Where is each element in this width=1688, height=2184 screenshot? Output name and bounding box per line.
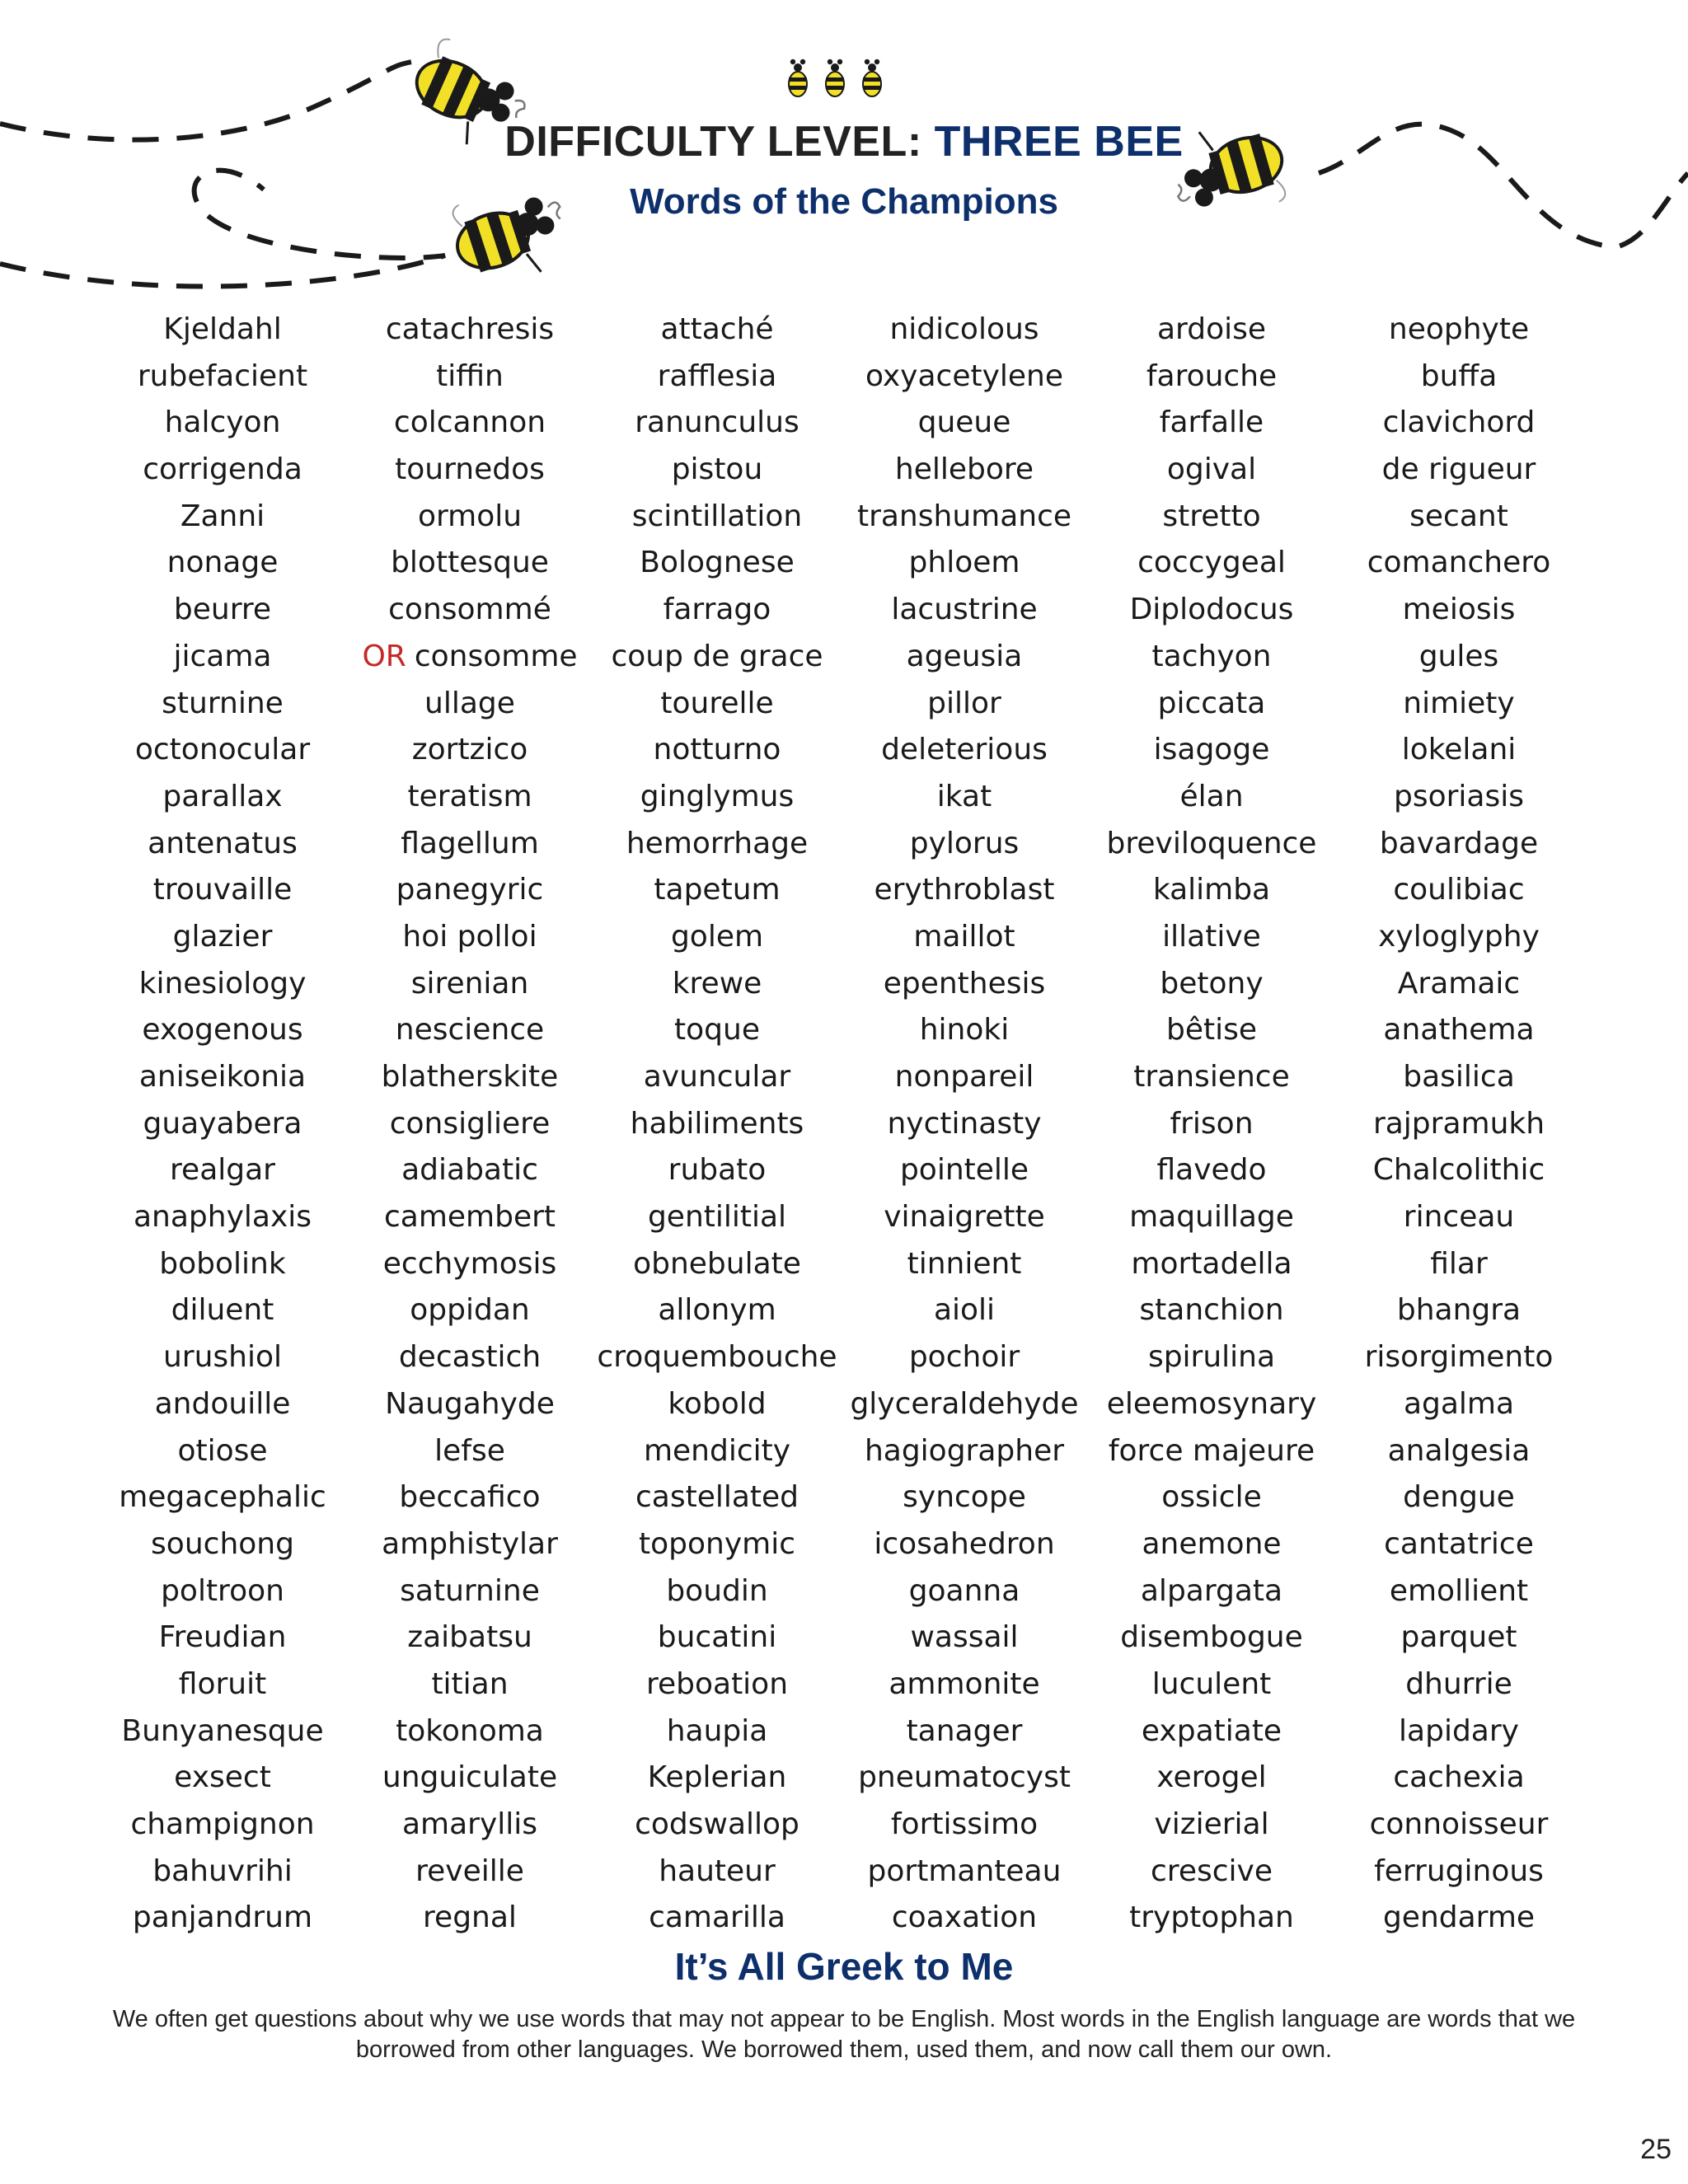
word-item: ullage xyxy=(424,686,515,720)
word-item: phloem xyxy=(908,546,1020,580)
word-item: wassail xyxy=(910,1620,1019,1655)
word-item: kalimba xyxy=(1152,873,1271,907)
word-item: lapidary xyxy=(1399,1713,1519,1748)
word-item: nescience xyxy=(395,1013,545,1047)
word-item: reboation xyxy=(645,1666,789,1701)
word-item: trouvaille xyxy=(152,873,293,907)
word-item: anathema xyxy=(1383,1013,1535,1047)
word-item: tanager xyxy=(906,1713,1023,1748)
word-item: coccygeal xyxy=(1137,546,1286,580)
word-item: hauteur xyxy=(659,1854,776,1888)
word-item: filar xyxy=(1430,1246,1488,1281)
word-item: unguiculate xyxy=(382,1760,558,1795)
word-column xyxy=(1088,307,1335,1942)
word-item: pochoir xyxy=(908,1340,1020,1375)
word-item: clavichord xyxy=(1382,405,1536,440)
word-item: reveille xyxy=(415,1854,524,1888)
word-item: nonage xyxy=(166,546,279,580)
word-item: regnal xyxy=(423,1900,517,1935)
word-item: poltroon xyxy=(161,1573,284,1608)
word-item: croquembouche xyxy=(597,1340,837,1375)
word-item: icosahedron xyxy=(874,1526,1055,1561)
word-item: hellebore xyxy=(894,452,1034,487)
word-item: piccata xyxy=(1157,686,1266,720)
word-item: crescive xyxy=(1151,1854,1273,1888)
word-item: pointelle xyxy=(899,1153,1029,1188)
word-item: anemone xyxy=(1142,1526,1282,1561)
word-item: amphistylar xyxy=(382,1526,558,1561)
word-item: stanchion xyxy=(1139,1293,1284,1328)
word-item: élan xyxy=(1179,779,1244,813)
word-item: dhurrie xyxy=(1405,1666,1512,1701)
word-item: sturnine xyxy=(162,686,284,720)
word-item: aioli xyxy=(933,1293,996,1328)
word-item: teratism xyxy=(407,779,532,813)
word-item: nyctinasty xyxy=(887,1106,1042,1141)
word-item: vinaigrette xyxy=(884,1200,1045,1235)
note-body: We often get questions about why we use words that may not appear to be English. Most words in the English language are words that we borrowed from other languages. We borrowed them, used them, and now call them our own. xyxy=(112,2006,1576,2063)
word-item: xyloglyphy xyxy=(1378,919,1540,954)
word-item: kinesiology xyxy=(138,966,307,1001)
word-column xyxy=(346,307,593,1942)
word-item: floruit xyxy=(178,1666,267,1701)
word-item: fortissimo xyxy=(890,1807,1039,1841)
word-item: blatherskite xyxy=(381,1060,559,1094)
word-item: scintillation xyxy=(631,499,803,533)
word-item: luculent xyxy=(1151,1666,1272,1701)
word-item: zortzico xyxy=(411,733,528,767)
word-item: codswallop xyxy=(635,1807,799,1841)
word-item: rajpramukh xyxy=(1372,1106,1545,1141)
word-item: basilica xyxy=(1403,1060,1515,1094)
word-item: tiffin xyxy=(436,359,504,393)
word-item: hemorrhage xyxy=(626,826,809,860)
word-item: transience xyxy=(1133,1060,1290,1094)
word-item: tokonoma xyxy=(396,1713,544,1748)
word-item: notturno xyxy=(653,733,781,767)
word-item: nimiety xyxy=(1403,686,1515,720)
word-item: consommé xyxy=(388,593,551,627)
word-item: parallax xyxy=(162,779,283,813)
word-item: glyceraldehyde xyxy=(850,1386,1079,1421)
word-item: cantatrice xyxy=(1384,1526,1534,1561)
word-item: ginglymus xyxy=(640,779,795,813)
word-item: hagiographer xyxy=(864,1433,1065,1468)
word-item: deleterious xyxy=(881,733,1048,767)
word-item: betony xyxy=(1160,966,1264,1001)
word-item: Chalcolithic xyxy=(1372,1153,1545,1188)
word-item: dengue xyxy=(1403,1480,1515,1515)
word-item: pistou xyxy=(671,452,763,487)
word-item: megacephalic xyxy=(119,1480,326,1515)
word-item: krewe xyxy=(672,966,762,1001)
word-item: avuncular xyxy=(643,1060,791,1094)
word-item: portmanteau xyxy=(867,1854,1062,1888)
word-item xyxy=(362,634,577,681)
word-item: gentilitial xyxy=(647,1200,787,1235)
word-item: ossicle xyxy=(1161,1480,1262,1515)
word-item: exsect xyxy=(174,1760,271,1795)
word-item: bêtise xyxy=(1165,1013,1258,1047)
word-item: bavardage xyxy=(1379,826,1539,860)
word-item: Naugahyde xyxy=(385,1386,555,1421)
page-subtitle: Words of the Champions xyxy=(630,181,1058,222)
word-item: blottesque xyxy=(391,546,549,580)
word-item: secant xyxy=(1409,499,1508,533)
word-item: aniseikonia xyxy=(138,1060,307,1094)
word-item: ardoise xyxy=(1156,312,1266,346)
word-item: camarilla xyxy=(649,1900,785,1935)
word-list xyxy=(99,307,1582,1938)
word-item: decastich xyxy=(398,1340,542,1375)
word-item: buffa xyxy=(1420,359,1498,393)
word-item: transhumance xyxy=(856,499,1072,533)
word-item: andouille xyxy=(154,1386,291,1421)
word-item: halcyon xyxy=(164,405,281,440)
word-item: panjandrum xyxy=(132,1900,313,1935)
word-item: bhangra xyxy=(1396,1293,1522,1328)
word-item: comanchero xyxy=(1367,546,1551,580)
word-column xyxy=(841,307,1088,1942)
word-item: coulibiac xyxy=(1393,873,1525,907)
word-item: meiosis xyxy=(1402,593,1516,627)
word-item: Aramaic xyxy=(1397,966,1521,1001)
word-item: Kjeldahl xyxy=(163,312,282,346)
word-item: Diplodocus xyxy=(1129,593,1294,627)
word-item: ikat xyxy=(936,779,992,813)
word-item: oxyacetylene xyxy=(865,359,1064,393)
word-item: urushiol xyxy=(162,1340,283,1375)
word-item: diluent xyxy=(171,1293,274,1328)
word-item: ageusia xyxy=(906,639,1023,673)
word-item: queue xyxy=(917,405,1011,440)
word-item: de rigueur xyxy=(1381,452,1536,487)
word-item: erythroblast xyxy=(874,873,1055,907)
word-item: boudin xyxy=(666,1573,768,1608)
word-item: hoi polloi xyxy=(402,919,537,954)
word-item: rinceau xyxy=(1403,1200,1515,1235)
word-item: Freudian xyxy=(158,1620,287,1655)
word-item: Keplerian xyxy=(647,1760,787,1795)
word-item: analgesia xyxy=(1387,1433,1531,1468)
word-item: amaryllis xyxy=(401,1807,538,1841)
word-item: spirulina xyxy=(1147,1340,1276,1375)
word-item: tinnient xyxy=(907,1246,1022,1281)
word-item: jicama xyxy=(173,639,272,673)
difficulty-bee-icon xyxy=(789,59,807,96)
word-item: ecchymosis xyxy=(382,1246,557,1281)
word-item: ferruginous xyxy=(1374,1854,1544,1888)
word-item: tourelle xyxy=(660,686,774,720)
word-item: emollient xyxy=(1389,1573,1529,1608)
word-column xyxy=(593,307,841,1942)
word-item: pneumatocyst xyxy=(858,1760,1071,1795)
word-item: tryptophan xyxy=(1129,1900,1294,1935)
word-item: obnebulate xyxy=(633,1246,801,1281)
word-item: vizierial xyxy=(1154,1807,1269,1841)
word-item: champignon xyxy=(130,1807,315,1841)
word-item: bahuvrihi xyxy=(152,1854,293,1888)
word-item: panegyric xyxy=(396,873,544,907)
word-item: Zanni xyxy=(180,499,265,533)
word-item: flagellum xyxy=(401,826,539,860)
word-item: disembogue xyxy=(1120,1620,1303,1655)
difficulty-bee-icon xyxy=(863,59,881,96)
alternate-spelling-marker: OR xyxy=(362,639,406,673)
word-item: habiliments xyxy=(630,1106,804,1141)
word-item: camembert xyxy=(383,1200,556,1235)
word-item: farfalle xyxy=(1159,405,1264,440)
word-item: attaché xyxy=(660,312,774,346)
word-item: anaphylaxis xyxy=(133,1200,312,1235)
word-item: glazier xyxy=(172,919,273,954)
word-item: ogival xyxy=(1166,452,1257,487)
word-item: rubefacient xyxy=(137,359,308,393)
word-item: lokelani xyxy=(1401,733,1517,767)
word-item: haupia xyxy=(666,1713,768,1748)
difficulty-level: THREE BEE xyxy=(934,118,1184,166)
title-prefix: DIFFICULTY LEVEL: xyxy=(504,118,935,166)
word-item: gules xyxy=(1418,639,1499,673)
word-item: octonocular xyxy=(134,733,311,767)
word-item: tournedos xyxy=(395,452,545,487)
word-item: adiabatic xyxy=(401,1153,538,1188)
word-item: eleemosynary xyxy=(1106,1386,1317,1421)
word-item: parquet xyxy=(1400,1620,1517,1655)
word-item: coaxation xyxy=(891,1900,1038,1935)
word-item: colcannon xyxy=(393,405,546,440)
word-item: frison xyxy=(1170,1106,1254,1141)
word-item: Bolognese xyxy=(640,546,795,580)
word-item: beccafico xyxy=(399,1480,541,1515)
word-item: xerogel xyxy=(1156,1760,1267,1795)
word-item: nonpareil xyxy=(894,1060,1034,1094)
word-item: golem xyxy=(670,919,764,954)
word-item: tachyon xyxy=(1151,639,1272,673)
word-item: toque xyxy=(674,1013,760,1047)
page-title xyxy=(0,117,1688,166)
word-item: pylorus xyxy=(909,826,1020,860)
word-item: rafflesia xyxy=(657,359,777,393)
note-title: It’s All Greek to Me xyxy=(674,1945,1014,1988)
word-item: mortadella xyxy=(1131,1246,1292,1281)
word-item: otiose xyxy=(177,1433,268,1468)
word-item: zaibatsu xyxy=(407,1620,532,1655)
word-item: risorgimento xyxy=(1364,1340,1554,1375)
word-item: castellated xyxy=(635,1480,799,1515)
word-item: consigliere xyxy=(389,1106,551,1141)
word-item: flavedo xyxy=(1156,1153,1267,1188)
word-item: nidicolous xyxy=(889,312,1039,346)
page-number: 25 xyxy=(1640,2134,1672,2165)
header-decoration xyxy=(0,0,1688,346)
word-item: lefse xyxy=(434,1433,505,1468)
word-item: bobolink xyxy=(159,1246,286,1281)
word-item: rubato xyxy=(668,1153,767,1188)
word-column xyxy=(99,307,346,1942)
word-item: coup de grace xyxy=(611,639,823,673)
word-item: illative xyxy=(1162,919,1261,954)
word-item: titian xyxy=(431,1666,509,1701)
word-item: tapetum xyxy=(654,873,781,907)
word-item: guayabera xyxy=(143,1106,302,1141)
word-item: alpargata xyxy=(1140,1573,1283,1608)
word-item: sirenian xyxy=(410,966,529,1001)
word-item: allonym xyxy=(658,1293,776,1328)
word-item: ammonite xyxy=(889,1666,1040,1701)
word-item: corrigenda xyxy=(143,452,302,487)
word-item: neophyte xyxy=(1388,312,1530,346)
word-item: exogenous xyxy=(142,1013,303,1047)
word-item: mendicity xyxy=(643,1433,791,1468)
word-item: Bunyanesque xyxy=(121,1713,324,1748)
word-item: realgar xyxy=(170,1153,275,1188)
word-item: epenthesis xyxy=(883,966,1046,1001)
word-item: ormolu xyxy=(417,499,523,533)
difficulty-bee-icon xyxy=(826,59,844,96)
word-item: isagoge xyxy=(1153,733,1270,767)
word-item: stretto xyxy=(1162,499,1261,533)
word-item: goanna xyxy=(908,1573,1020,1608)
word-item: farouche xyxy=(1146,359,1278,393)
word-item: breviloquence xyxy=(1106,826,1317,860)
word-item: saturnine xyxy=(400,1573,540,1608)
word-item: syncope xyxy=(903,1480,1026,1515)
word-item: maquillage xyxy=(1129,1200,1294,1235)
word-item: lacustrine xyxy=(891,593,1038,627)
word-item: catachresis xyxy=(385,312,555,346)
word-item: force majeure xyxy=(1108,1433,1315,1468)
word-column xyxy=(1335,307,1582,1942)
alternate-spelling: consomme xyxy=(414,639,578,673)
word-item: expatiate xyxy=(1141,1713,1282,1748)
word-item: gendarme xyxy=(1382,1900,1536,1935)
word-item: connoisseur xyxy=(1369,1807,1549,1841)
word-item: farrago xyxy=(663,593,771,627)
word-item: souchong xyxy=(151,1526,294,1561)
word-item: agalma xyxy=(1403,1386,1515,1421)
word-item: oppidan xyxy=(410,1293,530,1328)
word-item: antenatus xyxy=(148,826,298,860)
word-item: cachexia xyxy=(1393,1760,1525,1795)
word-item: toponymic xyxy=(638,1526,795,1561)
word-item: pillor xyxy=(927,686,1001,720)
word-item: psoriasis xyxy=(1393,779,1524,813)
word-item: ranunculus xyxy=(635,405,799,440)
word-item: kobold xyxy=(668,1386,767,1421)
word-item: bucatini xyxy=(657,1620,777,1655)
word-item: maillot xyxy=(913,919,1015,954)
word-item: hinoki xyxy=(919,1013,1010,1047)
word-item: beurre xyxy=(173,593,272,627)
